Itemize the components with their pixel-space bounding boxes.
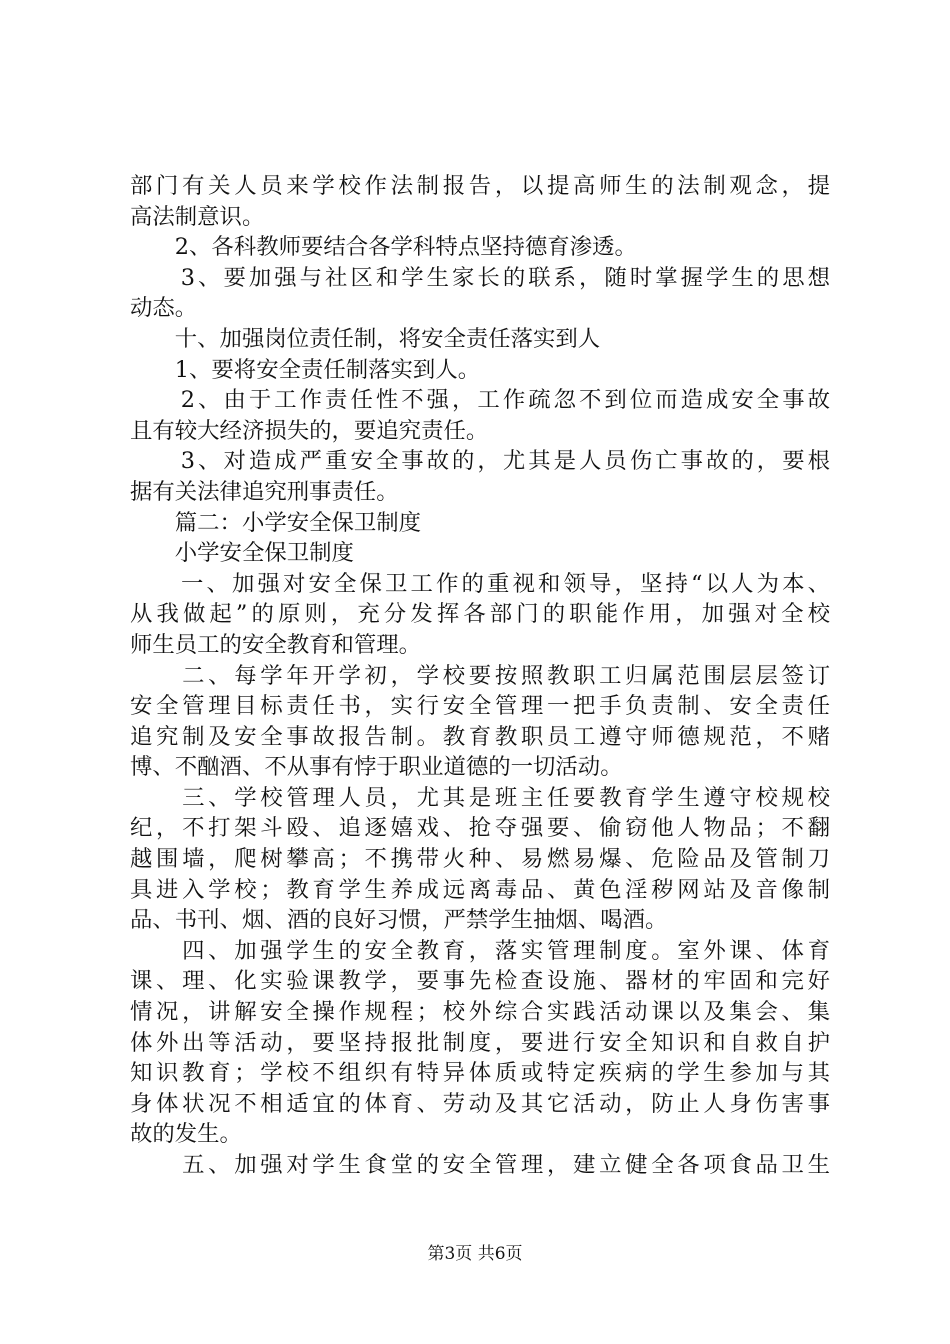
text-line: 3、要加强与社区和学生家长的联系，随时掌握学生的思想 bbox=[130, 264, 830, 291]
text-line: 纪，不打架斗殴、追逐嬉戏、抢夺强要、偷窃他人物品；不翻 bbox=[130, 815, 830, 842]
text-line: 课、理、化实验课教学，要事先检查设施、器材的牢固和完好 bbox=[130, 968, 830, 995]
text-line: 部门有关人员来学校作法制报告，以提高师生的法制观念，提 bbox=[130, 173, 830, 199]
text-line: 品、书刊、烟、酒的良好习惯，严禁学生抽烟、喝酒。 bbox=[130, 907, 668, 934]
text-line: 情况，讲解安全操作规程；校外综合实践活动课以及集会、集 bbox=[130, 999, 830, 1026]
text-line: 据有关法律追究刑事责任。 bbox=[130, 478, 399, 505]
text-line: 十、加强岗位责任制，将安全责任落实到人 bbox=[130, 325, 601, 352]
text-line: 且有较大经济损失的，要追究责任。 bbox=[130, 417, 489, 444]
text-line: 2、由于工作责任性不强，工作疏忽不到位而造成安全事故 bbox=[130, 387, 830, 414]
text-line: 从我做起”的原则，充分发挥各部门的职能作用，加强对全校 bbox=[130, 601, 830, 628]
text-line: 身体状况不相适宜的体育、劳动及其它活动，防止人身伤害事 bbox=[130, 1090, 830, 1117]
page-footer: 第3页 共6页 bbox=[427, 1244, 523, 1264]
text-line: 小学安全保卫制度 bbox=[130, 540, 354, 567]
text-line: 安全管理目标责任书，实行安全管理一把手负责制、安全责任 bbox=[130, 693, 830, 720]
text-line: 2、各科教师要结合各学科特点坚持德育渗透。 bbox=[130, 234, 637, 261]
text-line: 追究制及安全事故报告制。教育教职员工遵守师德规范，不赌 bbox=[130, 723, 830, 750]
text-line: 师生员工的安全教育和管理。 bbox=[130, 631, 422, 658]
text-line: 四、加强学生的安全教育，落实管理制度。室外课、体育 bbox=[130, 937, 830, 964]
text-line: 体外出等活动，要坚持报批制度，要进行安全知识和自救自护 bbox=[130, 1029, 830, 1056]
text-line: 知识教育；学校不组织有特异体质或特定疾病的学生参加与其 bbox=[130, 1060, 830, 1087]
text-line: 篇二：小学安全保卫制度 bbox=[130, 509, 422, 536]
text-line: 五、加强对学生食堂的安全管理，建立健全各项食品卫生 bbox=[130, 1152, 830, 1178]
text-line: 高法制意识。 bbox=[130, 203, 265, 230]
text-line: 二、每学年开学初，学校要按照教职工归属范围层层签订 bbox=[130, 662, 830, 689]
text-line: 动态。 bbox=[130, 295, 198, 322]
document-body bbox=[130, 171, 830, 1181]
text-line: 三、学校管理人员，尤其是班主任要教育学生遵守校规校 bbox=[130, 784, 830, 811]
text-line: 故的发生。 bbox=[130, 1121, 242, 1148]
text-line: 1、要将安全责任制落实到人。 bbox=[130, 356, 481, 383]
text-line: 越围墙，爬树攀高；不携带火种、易燃易爆、危险品及管制刀 bbox=[130, 846, 830, 873]
text-line: 具进入学校；教育学生养成远离毒品、黄色淫秽网站及音像制 bbox=[130, 876, 830, 903]
text-line: 3、对造成严重安全事故的，尤其是人员伤亡事故的，要根 bbox=[130, 448, 830, 475]
text-line: 一、加强对安全保卫工作的重视和领导，坚持“以人为本、 bbox=[130, 570, 830, 597]
text-line: 博、不酗酒、不从事有悖于职业道德的一切活动。 bbox=[130, 754, 623, 781]
